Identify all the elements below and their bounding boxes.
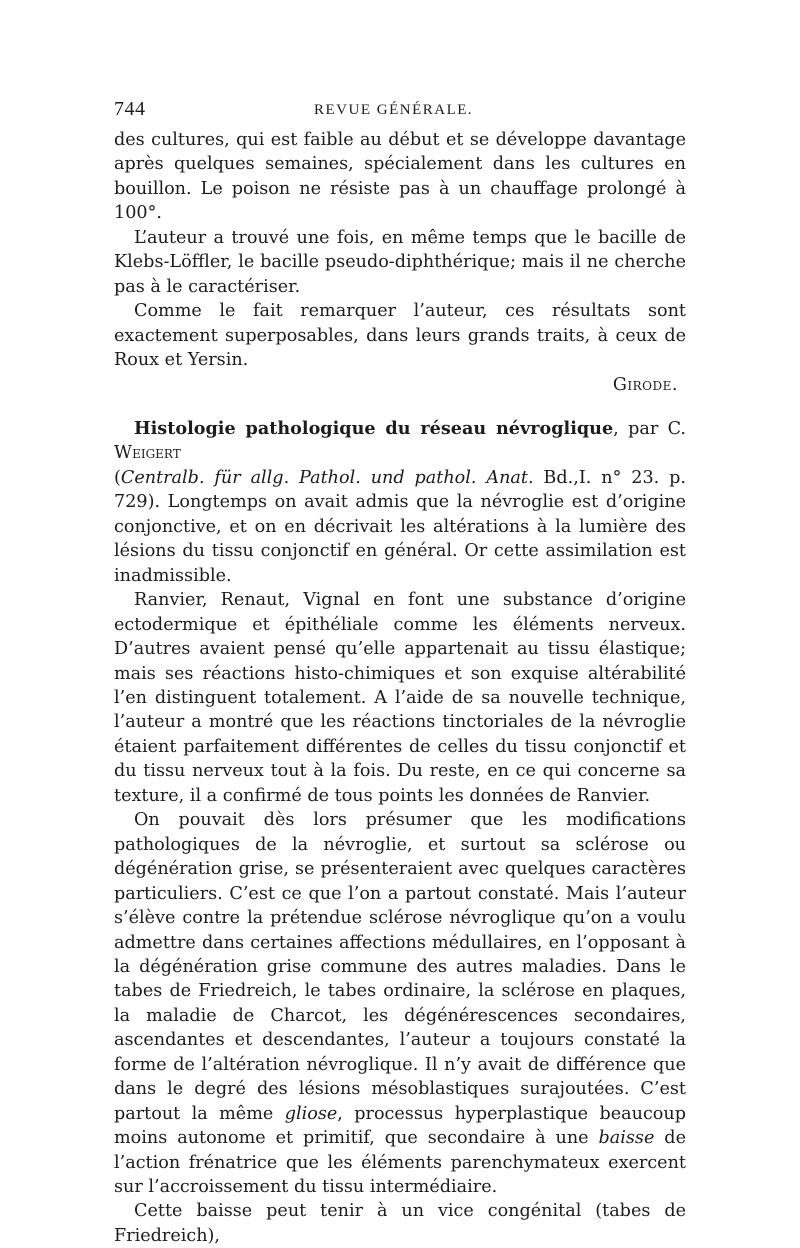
citation-open: ( — [114, 467, 121, 488]
paragraph-6 — [114, 808, 686, 1199]
paragraph-2: L’auteur a trouvé une fois, en même temps que le bacille de Klebs-Löffler, le bacille pseudo-diphthérique; mais il ne cherche pas à le caractériser. — [114, 227, 686, 297]
article-intro: Longtemps on avait admis que la névroglie est d’origine conjonctive, et on en décrivait les altérations à la lumière des lésions du tissu conjonctif en général. Or cette assimilation est inadmissible. — [114, 492, 686, 586]
paragraph-6-part-b: , processus hyperplastique beaucoup moins autonome et primitif, que secondaire à une — [114, 1103, 686, 1149]
running-title: REVUE GÉNÉRALE. — [314, 102, 474, 118]
article-heading-paragraph — [114, 417, 686, 588]
page-number: 744 — [114, 98, 146, 120]
paragraph-5: Ranvier, Renaut, Vignal en font une substance d’origine ectodermique et épithéliale comme les éléments nerveux. D’autres avaient pensé qu’elle appartenait au tissu élastique; mais ses réactions histo-chimiques et son exquise altérabilité l’en distinguent totalement. A l’aide de sa nouvelle technique, l’auteur a montré que les réactions tinctoriales de la névroglie étaient parfaitement différentes de celles du tissu conjonctif et du tissu nerveux tout à la fois. Du reste, en ce qui concerne sa texture, il a confirmé de tous points les données de Ranvier. — [114, 590, 686, 806]
paragraph-1: des cultures, qui est faible au début et se développe davantage après quelques semaines, spécialement dans les cultures en bouillon. Le poison ne résiste pas à un chauffage prolongé à 100°. — [114, 130, 686, 224]
page-header — [114, 98, 686, 124]
paragraph-6-part-a: On pouvait dès lors présumer que les modifications pathologiques de la névroglie, et surtout sa sclérose ou dégénération grise, se présenteraient avec quelques caractères particuliers. C’est ce que l’on a partout constaté. Mais l’auteur s’élève contre la prétendue sclérose névroglique qu’on a voulu admettre dans certaines affections médullaires, en l’opposant à la dégénération grise commune des autres maladies. Dans le tabes de Friedreich, le tabes ordinaire, la sclérose en plaques, la maladie de Charcot, les dégénérescences secondaires, ascendantes et descendantes, l’auteur a toujours constaté la forme de l’altération névroglique. Il n’y avait de différence que dans le degré des lésions mésoblastiques surajoutées. C’est partout la même — [114, 810, 686, 1124]
journal-name: Centralb. für allg. Pathol. und pathol. Anat. — [120, 467, 534, 488]
article-title: Histologie pathologique du réseau névroglique — [134, 417, 614, 439]
page-body — [114, 128, 686, 1248]
section-gap — [114, 397, 686, 417]
emphasis-gliose: gliose — [284, 1103, 338, 1124]
citation-rest: Bd.,I. n° 23. p. 729). — [114, 467, 686, 513]
signature-girode: Girode. — [612, 374, 678, 395]
paragraph-7: Cette baisse peut tenir à un vice congénital (tabes de Friedreich), — [114, 1201, 686, 1246]
paragraph-6-part-c: de l’action frénatrice que les éléments parenchymateux exercent sur l’accroissement du tissu intermédiaire. — [114, 1128, 686, 1198]
emphasis-baisse: baisse — [598, 1128, 655, 1149]
article-author: Weigert — [114, 443, 181, 464]
article-author-prefix: , par C. — [613, 418, 687, 439]
paragraph-3: Comme le fait remarquer l’auteur, ces résultats sont exactement superposables, dans leurs grands traits, à ceux de Roux et Yersin. — [114, 301, 686, 371]
